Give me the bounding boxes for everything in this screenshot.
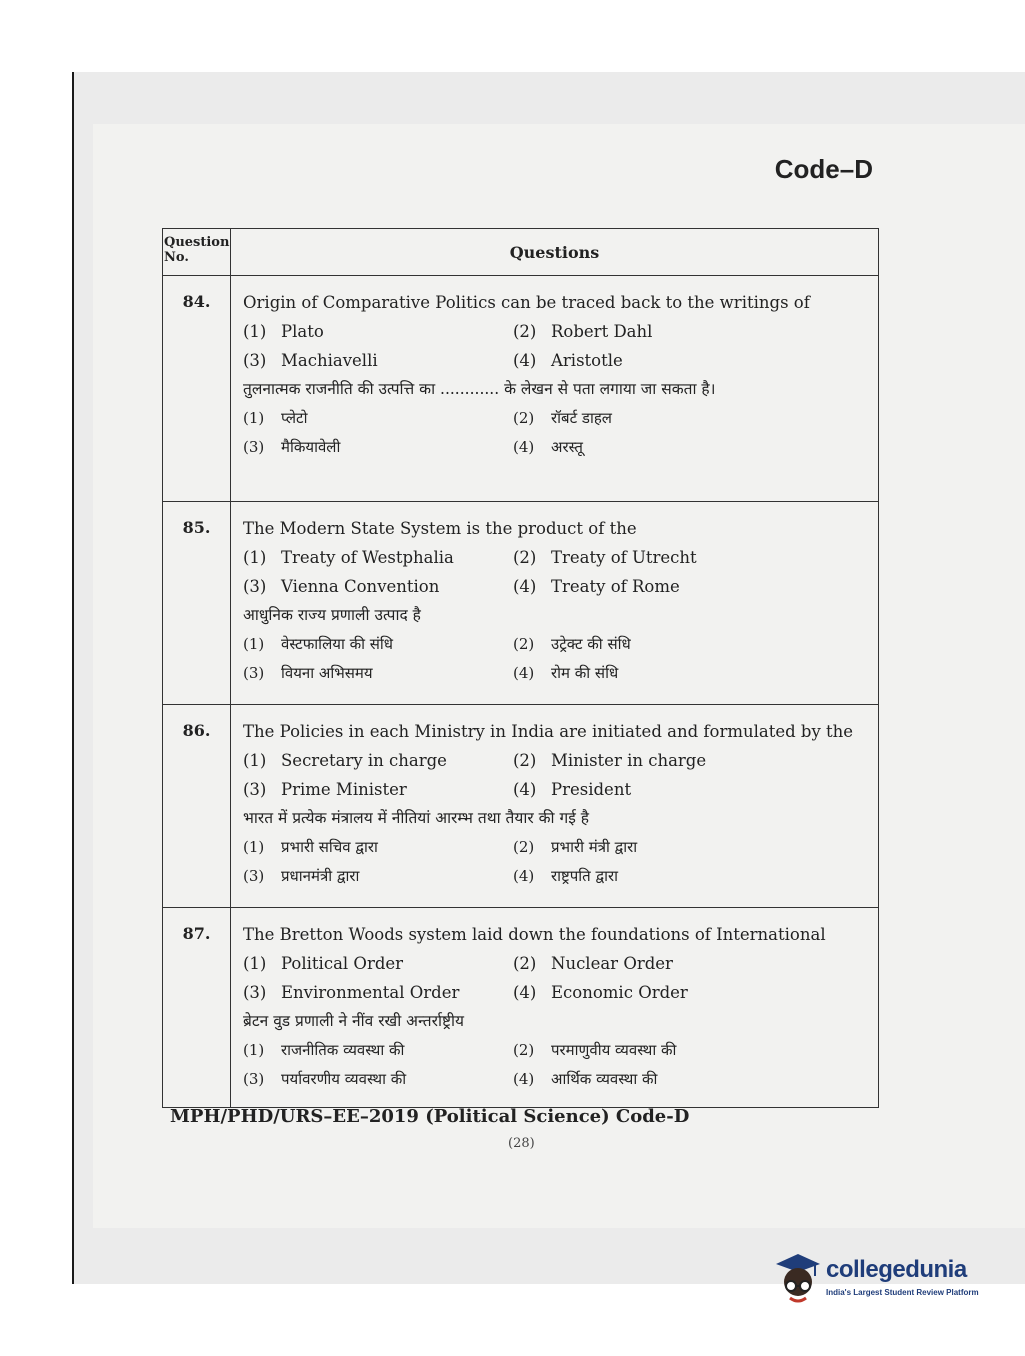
options-row [243, 949, 874, 978]
option: (2) Treaty of Utrecht [513, 548, 697, 567]
question-text-en: The Policies in each Ministry in India are initiated and formulated by the [243, 722, 854, 741]
column-header-questions: Questions [231, 229, 879, 276]
mascot-icon [768, 1248, 826, 1308]
option: (4) अरस्तू [513, 438, 583, 456]
collegedunia-logo [768, 1248, 998, 1308]
options-row-hi [243, 659, 874, 688]
option: (2) रॉबर्ट डाहल [513, 409, 612, 427]
logo-tagline: India's Largest Student Review Platform [826, 1288, 979, 1297]
options-row-hi [243, 862, 874, 891]
question-row [163, 908, 879, 1108]
option: (1) राजनीतिक व्यवस्था की [243, 1041, 405, 1059]
question-number: 87. [163, 908, 231, 1108]
question-body [231, 502, 879, 705]
option: (3) पर्यावरणीय व्यवस्था की [243, 1070, 407, 1088]
options-row-hi [243, 433, 874, 462]
option: (1) वेस्टफालिया की संधि [243, 635, 394, 653]
option: (1) Secretary in charge [243, 751, 447, 770]
option: (3) Machiavelli [243, 351, 378, 370]
question-text-hi: आधुनिक राज्य प्रणाली उत्पाद है [243, 606, 421, 624]
question-text-hi: ब्रेटन वुड प्रणाली ने नींव रखी अन्तर्राष्ट्रीय [243, 1012, 465, 1030]
column-header-number: Question No. [163, 229, 231, 276]
option: (1) प्लेटो [243, 409, 308, 427]
question-body [231, 705, 879, 908]
options-row-hi [243, 1036, 874, 1065]
logo-name: collegedunia [826, 1256, 967, 1283]
code-label: Code–D [774, 154, 873, 184]
options-row-hi [243, 630, 874, 659]
option: (3) प्रधानमंत्री द्वारा [243, 867, 360, 885]
options-row-hi [243, 1065, 874, 1094]
option: (2) Nuclear Order [513, 954, 673, 973]
option: (1) Plato [243, 322, 324, 341]
question-text-en: The Modern State System is the product of the [243, 519, 637, 538]
options-row [243, 317, 874, 346]
options-row [243, 775, 874, 804]
option: (1) प्रभारी सचिव द्वारा [243, 838, 378, 856]
option: (4) आर्थिक व्यवस्था की [513, 1070, 658, 1088]
question-row [163, 276, 879, 502]
option: (2) उट्रेक्ट की संधि [513, 635, 631, 653]
question-text-hi: तुलनात्मक राजनीति की उत्पत्ति का ............ के लेखन से पता लगाया जा सकता है। [243, 380, 716, 398]
question-row [163, 502, 879, 705]
question-number: 86. [163, 705, 231, 908]
options-row-hi [243, 833, 874, 862]
question-text-en: The Bretton Woods system laid down the foundations of International [243, 925, 826, 944]
question-number: 85. [163, 502, 231, 705]
option: (1) Political Order [243, 954, 404, 973]
option: (2) प्रभारी मंत्री द्वारा [513, 838, 638, 856]
options-row [243, 978, 874, 1007]
exam-footer: MPH/PHD/URS–EE–2019 (Political Science) Code-D [170, 1106, 690, 1127]
option: (3) Environmental Order [243, 983, 460, 1002]
option: (4) Treaty of Rome [513, 577, 680, 596]
option: (1) Treaty of Westphalia [243, 548, 454, 567]
option: (3) Vienna Convention [243, 577, 440, 596]
options-row-hi [243, 404, 874, 433]
option: (4) Aristotle [513, 351, 623, 370]
table-header-row [163, 229, 879, 276]
questions-table [162, 228, 879, 1108]
page-number: (28) [508, 1136, 535, 1151]
options-row [243, 346, 874, 375]
option: (4) रोम की संधि [513, 664, 619, 682]
option: (3) मैकियावेली [243, 438, 341, 456]
option: (2) परमाणुवीय व्यवस्था की [513, 1041, 677, 1059]
option: (3) वियना अभिसमय [243, 664, 373, 682]
option: (4) President [513, 780, 632, 799]
question-body [231, 276, 879, 502]
options-row [243, 543, 874, 572]
option: (4) राष्ट्रपति द्वारा [513, 867, 619, 885]
question-row [163, 705, 879, 908]
question-number: 84. [163, 276, 231, 502]
options-row [243, 746, 874, 775]
option: (2) Minister in charge [513, 751, 707, 770]
options-row [243, 572, 874, 601]
option: (4) Economic Order [513, 983, 688, 1002]
question-text-hi: भारत में प्रत्येक मंत्रालय में नीतियां आरम्भ तथा तैयार की गई है [243, 809, 589, 827]
option: (2) Robert Dahl [513, 322, 653, 341]
question-text-en: Origin of Comparative Politics can be traced back to the writings of [243, 293, 810, 312]
option: (3) Prime Minister [243, 780, 407, 799]
question-body [231, 908, 879, 1108]
